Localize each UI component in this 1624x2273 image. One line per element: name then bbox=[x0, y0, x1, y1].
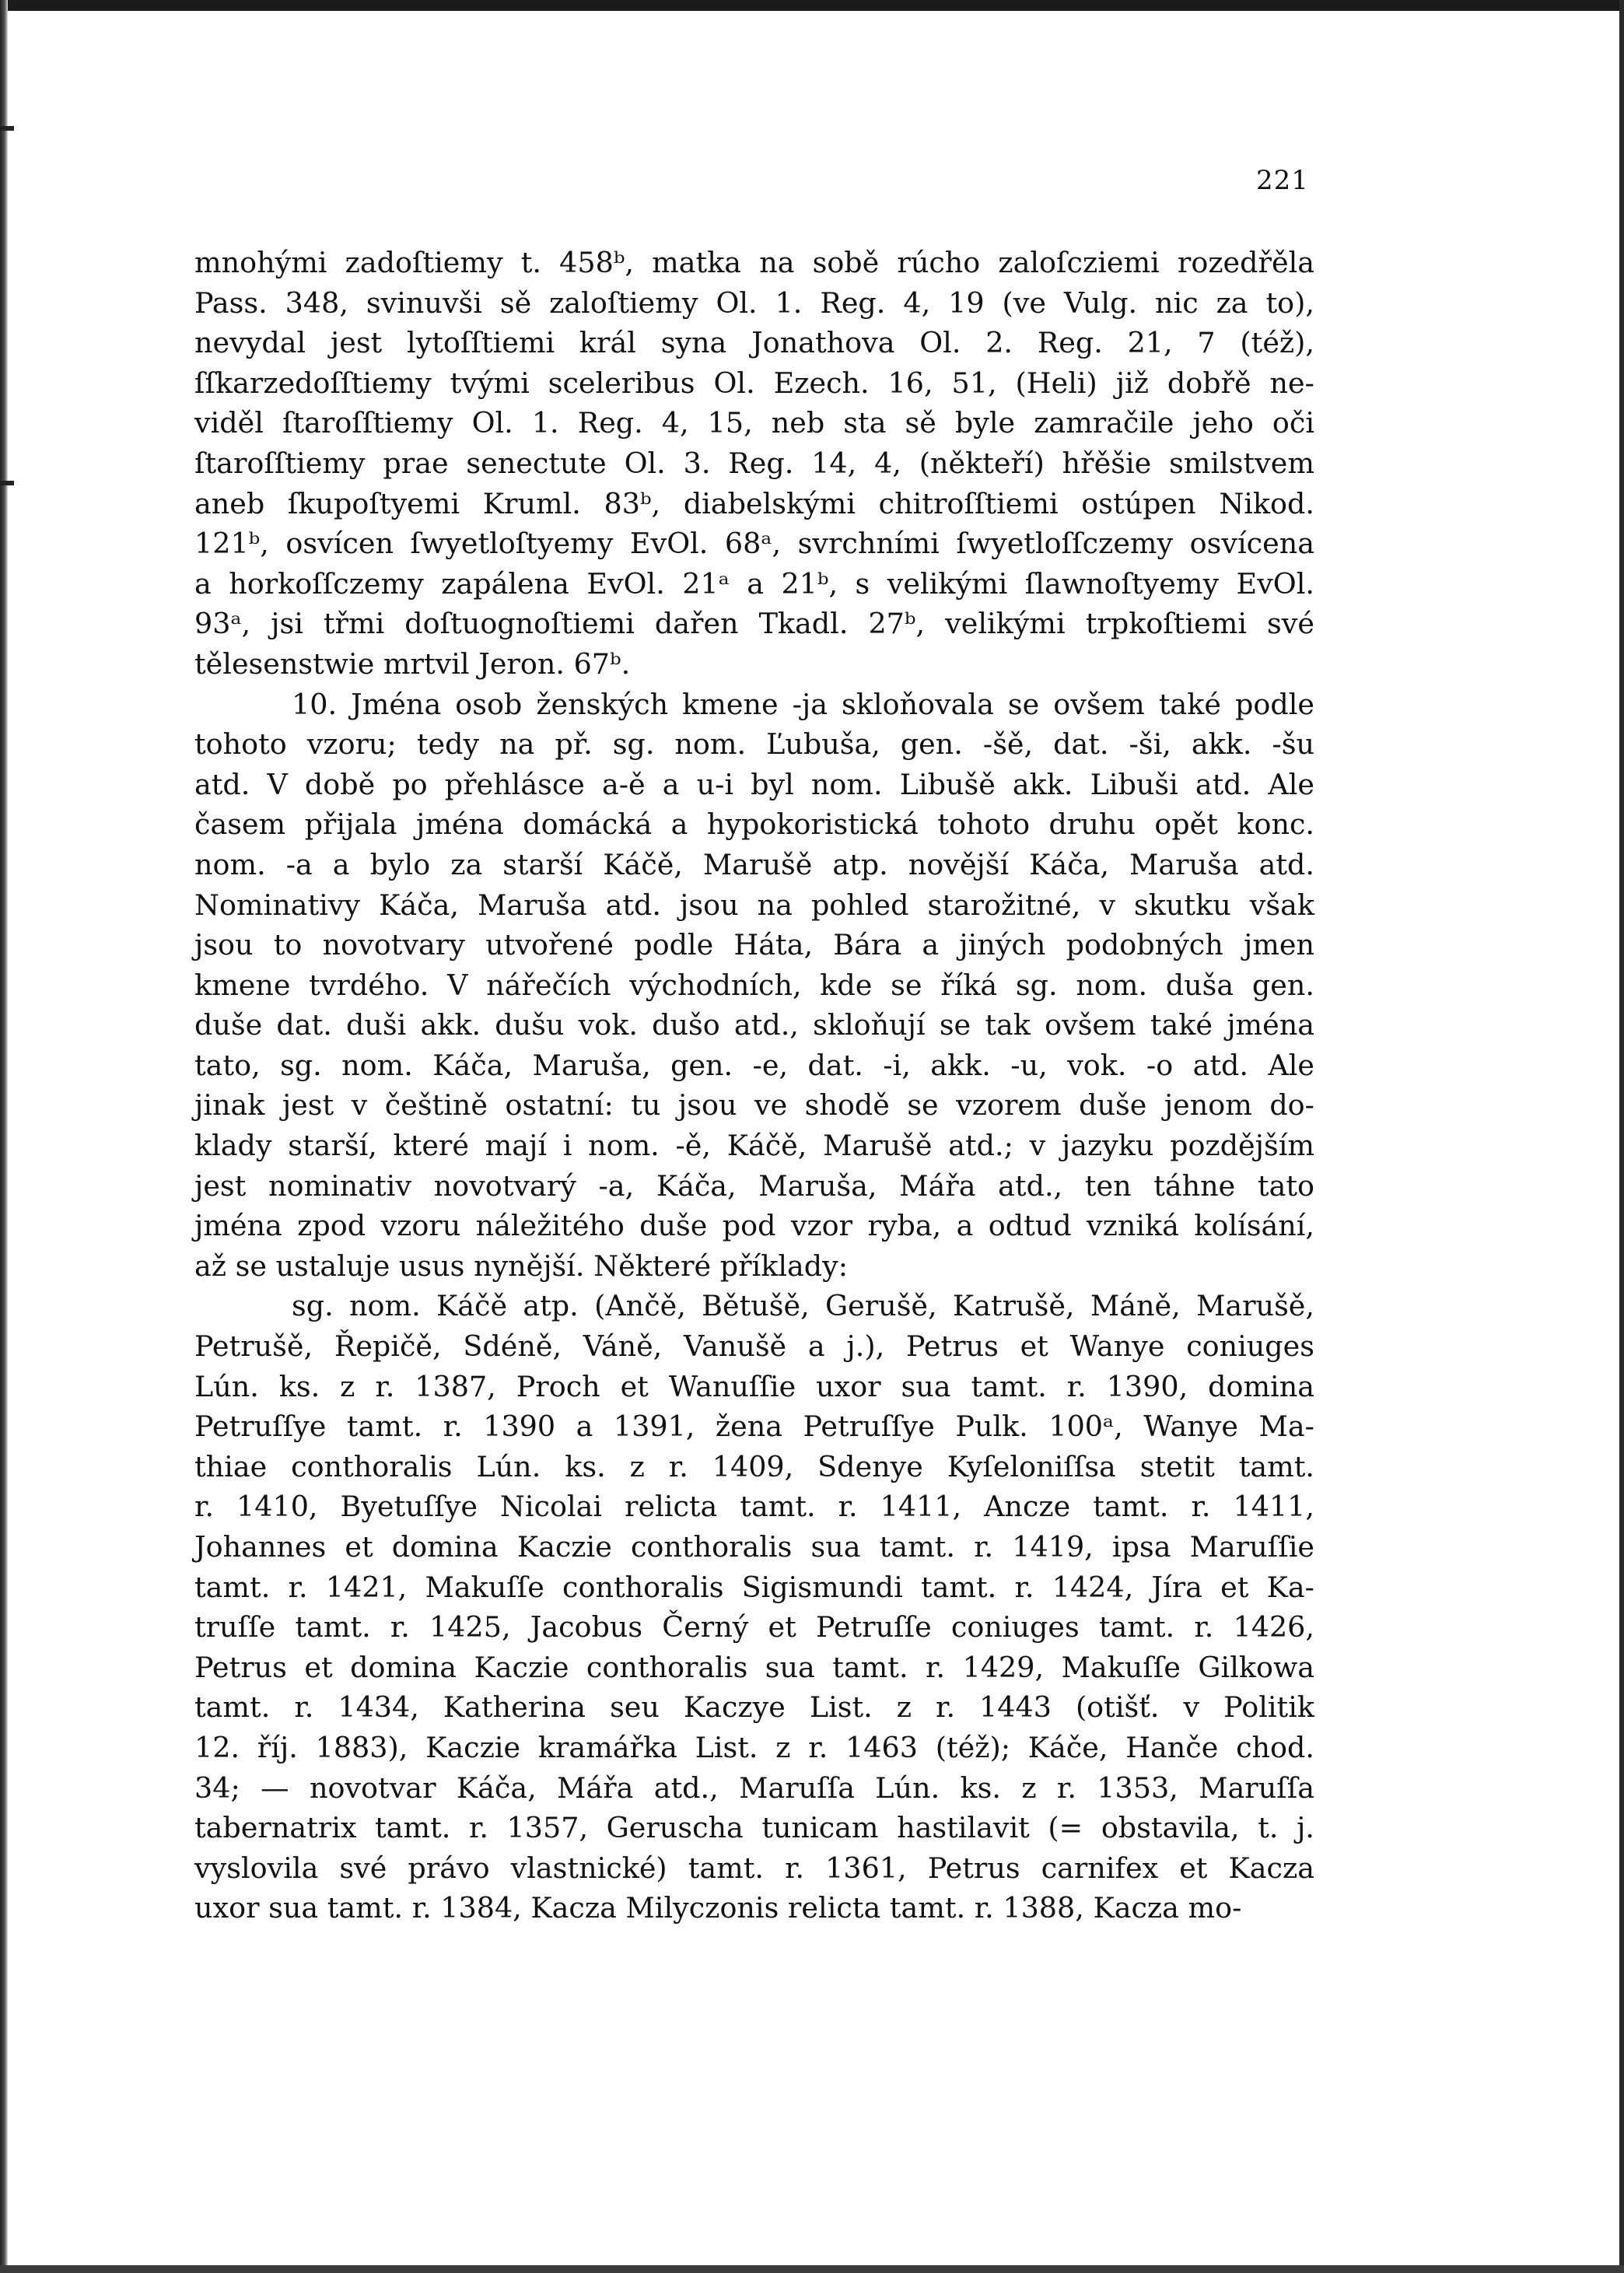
text-line: nom. -a a bylo za starší Káčě, Marušě atp. novější Káča, Maruša atd. bbox=[194, 847, 1314, 881]
text-line: Nominativy Káča, Maruša atd. jsou na pohled starožitné, v skutku však bbox=[194, 888, 1314, 922]
text-line: jinak jest v češtině ostatní: tu jsou ve shodě se vzorem duše jenom do- bbox=[194, 1088, 1314, 1122]
paragraph-3 bbox=[194, 1286, 1314, 1928]
text-line: klady starší, které mají i nom. -ě, Káčě, Marušě atd.; v jazyku pozdějším bbox=[194, 1129, 1314, 1163]
text-line: kmene tvrdého. V nářečích východních, kde se říká sg. nom. duša gen. bbox=[194, 968, 1314, 1002]
text-line: Johannes et domina Kaczie conthoralis sua tamt. r. 1419, ipsa Maruſſie bbox=[194, 1530, 1314, 1564]
text-line: r. 1410, Byetuſſye Nicolai relicta tamt. r. 1411, Ancze tamt. r. 1411, bbox=[194, 1490, 1314, 1524]
text-line: Petruſſye tamt. r. 1390 a 1391, žena Petruſſye Pulk. 100ᵃ, Wanye Ma- bbox=[194, 1410, 1314, 1444]
text-line: 10. Jména osob ženských kmene -ja skloňovala se ovšem také podle bbox=[292, 687, 1314, 721]
text-line: Lún. ks. z r. 1387, Proch et Wanuſſie uxor sua tamt. r. 1390, domina bbox=[194, 1369, 1314, 1403]
text-line: 12. říj. 1883), Kaczie kramářka List. z r. 1463 (též); Káče, Hanče chod. bbox=[194, 1730, 1314, 1764]
text-line: ſtaroſſtiemy prae senectute Ol. 3. Reg. 14, 4, (někteří) hřěšie smilstvem bbox=[194, 446, 1314, 480]
scan-mark bbox=[0, 126, 14, 131]
text-line: jsou to novotvary utvořené podle Háta, Bára a jiných podobných jmen bbox=[194, 928, 1314, 962]
text-line: 34; — novotvar Káča, Mářa atd., Maruſſa Lún. ks. z r. 1353, Maruſſa bbox=[194, 1770, 1314, 1805]
text-line: tamt. r. 1421, Makuſſe conthoralis Sigismundi tamt. r. 1424, Jíra et Ka- bbox=[194, 1570, 1314, 1604]
scan-border-top bbox=[0, 0, 1624, 11]
text-line: tato, sg. nom. Káča, Maruša, gen. -e, dat. -i, akk. -u, vok. -o atd. Ale bbox=[194, 1048, 1314, 1082]
text-line: jest nominativ novotvarý -a, Káča, Maruša, Mářa atd., ten táhne tato bbox=[194, 1168, 1314, 1203]
text-line: nevydal jest lytoſſtiemi král syna Jonathova Ol. 2. Reg. 21, 7 (též), bbox=[194, 326, 1314, 360]
text-line: Petrušě, Řepičě, Sdéně, Váně, Vanušě a j.), Petrus et Wanye coniuges bbox=[194, 1329, 1314, 1364]
text-line: atd. V době po přehlásce a-ě a u-i byl nom. Libušě akk. Libuši atd. Ale bbox=[194, 767, 1314, 801]
text-line: jména zpod vzoru náležitého duše pod vzor ryba, a odtud vzniká kolísání, bbox=[194, 1209, 1314, 1243]
text-line: uxor sua tamt. r. 1384, Kacza Milyczonis relicta tamt. r. 1388, Kacza mo- bbox=[194, 1891, 1242, 1925]
scan-mark bbox=[0, 481, 14, 485]
page-number: 221 bbox=[1256, 165, 1309, 196]
text-line: 93ᵃ, jsi třmi doſtuognoſtiemi dařen Tkadl. 27ᵇ, velikými trpkoſtiemi své bbox=[194, 607, 1314, 641]
text-line: sg. nom. Káčě atp. (Ančě, Bětušě, Gerušě, Katrušě, Máně, Marušě, bbox=[292, 1289, 1314, 1323]
text-line: vyslovila své právo vlastnické) tamt. r. 1361, Petrus carnifex et Kacza bbox=[194, 1851, 1314, 1885]
text-line: ſſkarzedoſſtiemy tvými sceleribus Ol. Ezech. 16, 51, (Heli) již dobřě ne- bbox=[194, 366, 1314, 400]
paragraph-1 bbox=[194, 243, 1314, 685]
scan-border-right bbox=[1619, 0, 1624, 2273]
text-line: duše dat. duši akk. dušu vok. dušo atd., skloňují se tak ovšem také jména bbox=[194, 1008, 1314, 1042]
text-line: tohoto vzoru; tedy na př. sg. nom. Ľubuša, gen. -šě, dat. -ši, akk. -šu bbox=[194, 727, 1314, 762]
text-line: časem přijala jména domácká a hypokoristická tohoto druhu opět konc. bbox=[194, 807, 1314, 842]
text-line: 121ᵇ, osvícen ſwyetloſtyemy EvOl. 68ᵃ, svrchními ſwyetloſſczemy osvícena bbox=[194, 527, 1314, 561]
text-line: viděl ſtaroſſtiemy Ol. 1. Reg. 4, 15, neb sta sě byle zamračile jeho oči bbox=[194, 406, 1314, 440]
text-line: Petrus et domina Kaczie conthoralis sua tamt. r. 1429, Makuſſe Gilkowa bbox=[194, 1650, 1314, 1684]
text-line: thiae conthoralis Lún. ks. z r. 1409, Sdenye Kyſeloniſſsa stetit tamt. bbox=[194, 1449, 1314, 1483]
text-line: Pass. 348, svinuvši sě zaloſtiemy Ol. 1. Reg. 4, 19 (ve Vulg. nic za to), bbox=[194, 285, 1314, 320]
paragraph-2 bbox=[194, 685, 1314, 1287]
scan-border-bottom bbox=[0, 2265, 1624, 2273]
text-line: mnohými zadoſtiemy t. 458ᵇ, matka na sobě rúcho zaloſcziemi rozedřěla bbox=[194, 246, 1314, 279]
text-line: truſſe tamt. r. 1425, Jacobus Černý et Petruſſe coniuges tamt. r. 1426, bbox=[194, 1610, 1314, 1644]
text-line: a horkoſſczemy zapálena EvOl. 21ᵃ a 21ᵇ, s velikými ſlawnoſtyemy EvOl. bbox=[194, 566, 1314, 601]
scan-border-left bbox=[0, 0, 8, 2273]
text-line: tamt. r. 1434, Katherina seu Kaczye List. z r. 1443 (otišť. v Politik bbox=[194, 1690, 1314, 1725]
text-line: až se ustaluje usus nynější. Některé příklady: bbox=[194, 1249, 849, 1283]
text-line: aneb ſkupoſtyemi Kruml. 83ᵇ, diabelskými chitroſſtiemi ostúpen Nikod. bbox=[194, 486, 1314, 520]
body-text bbox=[194, 243, 1314, 1928]
text-line: tělesenstwie mrtvil Jeron. 67ᵇ. bbox=[194, 646, 631, 681]
text-line: tabernatrix tamt. r. 1357, Geruscha tunicam hastilavit (= obstavila, t. j. bbox=[194, 1811, 1314, 1845]
